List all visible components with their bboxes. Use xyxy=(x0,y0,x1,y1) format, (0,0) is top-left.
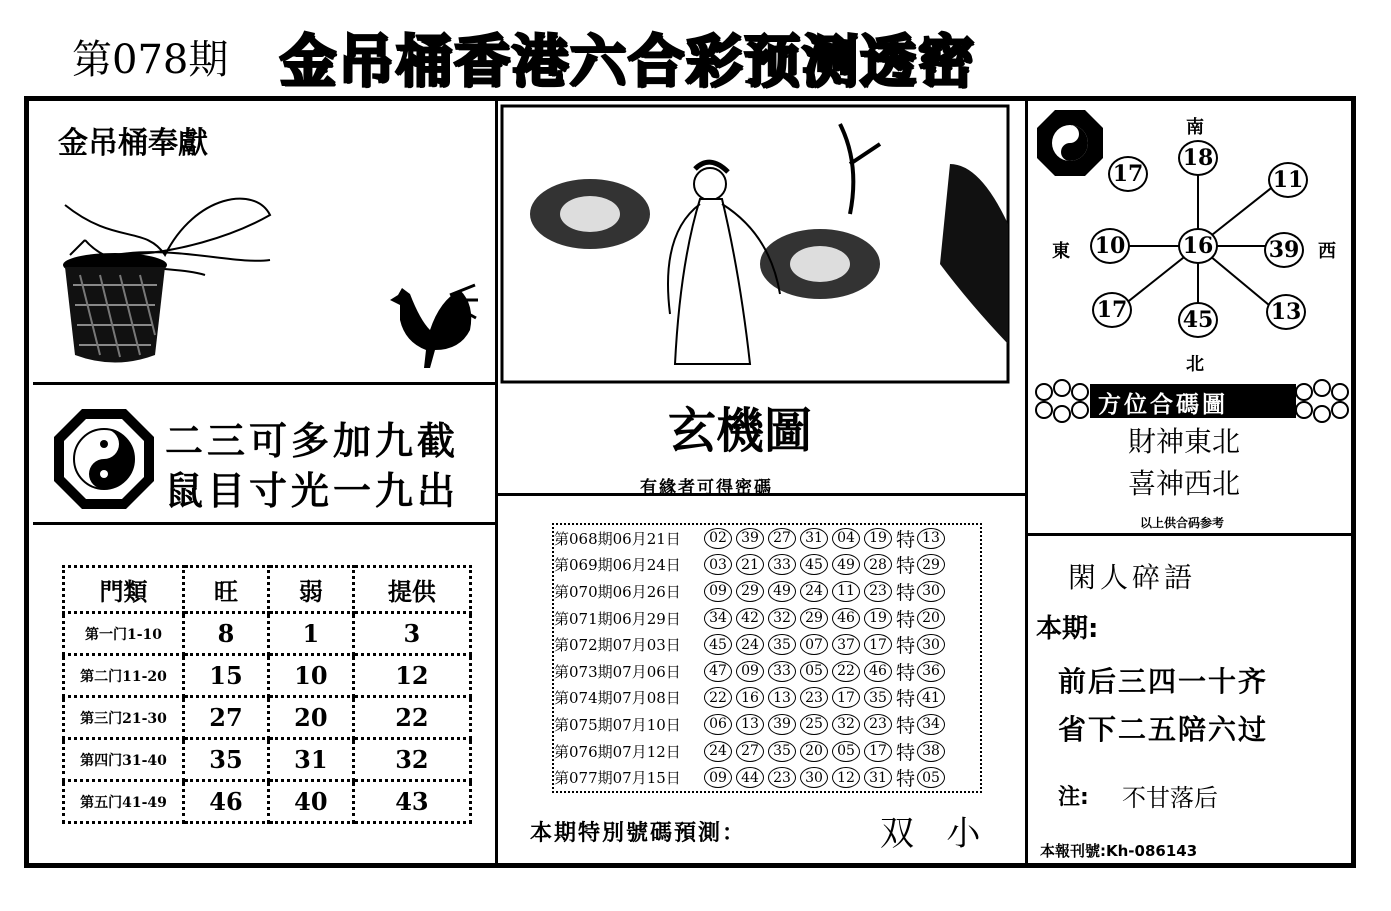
history-ball: 35 xyxy=(768,634,796,655)
history-ball: 39 xyxy=(768,714,796,735)
compass-num-e: 39 xyxy=(1264,232,1304,268)
history-ball: 11 xyxy=(832,581,860,602)
cell: 12 xyxy=(353,655,470,697)
gossip-line-2: 省下二五陪六过 xyxy=(1058,713,1269,746)
special-mark: 特 xyxy=(896,608,916,631)
table-row xyxy=(64,655,471,697)
divider xyxy=(1027,533,1352,536)
history-special-ball: 30 xyxy=(917,581,945,602)
history-date: 第072期07月03日 xyxy=(554,636,681,655)
history-list xyxy=(552,523,982,793)
history-ball: 27 xyxy=(736,741,764,762)
banner-title: 方位合碼圖 xyxy=(1098,392,1228,418)
cell: 40 xyxy=(268,781,353,823)
history-ball: 22 xyxy=(704,687,732,708)
history-ball: 13 xyxy=(768,687,796,708)
compass-num-w: 10 xyxy=(1090,228,1130,264)
col-header: 旺 xyxy=(184,567,269,613)
history-ball: 44 xyxy=(736,767,764,788)
history-ball: 24 xyxy=(704,741,732,762)
bucket-illustration xyxy=(55,185,285,375)
history-ball: 35 xyxy=(768,741,796,762)
special-mark: 特 xyxy=(896,635,916,658)
history-special-ball: 20 xyxy=(917,608,945,629)
compass-num-ne: 11 xyxy=(1268,162,1308,198)
history-date: 第075期07月10日 xyxy=(554,715,681,734)
row-label: 第一门1-10 xyxy=(64,613,184,655)
predict-label: 本期特別號碼預測： xyxy=(530,821,747,846)
special-mark: 特 xyxy=(896,528,916,551)
history-ball: 23 xyxy=(800,687,828,708)
history-special-ball: 41 xyxy=(917,687,945,708)
poem-line-1: 二三可多加九截 xyxy=(165,418,460,463)
history-row xyxy=(554,764,980,791)
dir-south: 南 xyxy=(1186,117,1204,138)
history-ball: 47 xyxy=(704,661,732,682)
bagua-small-icon xyxy=(1035,108,1105,178)
history-ball: 24 xyxy=(800,581,828,602)
xuanji-title: 玄機圖 xyxy=(668,403,813,459)
history-ball: 12 xyxy=(832,767,860,788)
cell: 32 xyxy=(353,739,470,781)
history-ball: 23 xyxy=(864,714,892,735)
history-ball: 27 xyxy=(768,528,796,549)
history-ball: 17 xyxy=(832,687,860,708)
history-ball: 21 xyxy=(736,554,764,575)
lady-flower-illustration xyxy=(500,104,1010,384)
special-mark: 特 xyxy=(896,581,916,604)
divider xyxy=(495,100,498,865)
history-ball: 32 xyxy=(768,608,796,629)
history-ball: 35 xyxy=(864,687,892,708)
cell: 46 xyxy=(184,781,269,823)
gossip-line-1: 前后三四一十齐 xyxy=(1058,665,1269,698)
history-special-ball: 36 xyxy=(917,661,945,682)
door-table xyxy=(62,565,472,824)
ref-note: 以上供合码参考 xyxy=(1140,516,1225,530)
history-row xyxy=(554,711,980,738)
history-row xyxy=(554,578,980,605)
row-label: 第五门41-49 xyxy=(64,781,184,823)
cell: 35 xyxy=(184,739,269,781)
gossip-title: 閑人碎語 xyxy=(1068,561,1197,594)
compass-num-center: 16 xyxy=(1178,228,1218,264)
cell: 31 xyxy=(268,739,353,781)
col-header: 弱 xyxy=(268,567,353,613)
history-date: 第077期07月15日 xyxy=(554,769,681,788)
issue-number: 第078期 xyxy=(72,37,229,83)
xuanji-caption: 有緣者可得密碼 xyxy=(640,478,773,498)
cell: 3 xyxy=(353,613,470,655)
history-ball: 17 xyxy=(864,741,892,762)
history-special-ball: 29 xyxy=(917,554,945,575)
history-ball: 17 xyxy=(864,634,892,655)
history-ball: 22 xyxy=(832,661,860,682)
history-ball: 33 xyxy=(768,661,796,682)
history-date: 第074期07月08日 xyxy=(554,689,681,708)
history-row xyxy=(554,631,980,658)
history-special-ball: 34 xyxy=(917,714,945,735)
compass-num-se: 13 xyxy=(1266,294,1306,330)
page-title: 金吊桶香港六合彩预测透密 xyxy=(280,30,976,95)
joy-god: 喜神西北 xyxy=(1128,467,1241,500)
history-special-ball: 30 xyxy=(917,634,945,655)
history-ball: 29 xyxy=(736,581,764,602)
col-header: 提供 xyxy=(353,567,470,613)
note-label: 注: xyxy=(1058,785,1089,810)
cell: 8 xyxy=(184,613,269,655)
history-row xyxy=(554,685,980,712)
registration-number: 本報刊號:Kh-086143 xyxy=(1040,842,1198,860)
history-ball: 28 xyxy=(864,554,892,575)
history-ball: 31 xyxy=(864,767,892,788)
history-ball: 37 xyxy=(832,634,860,655)
note-text: 不甘落后 xyxy=(1122,784,1218,812)
offer-title: 金吊桶奉獻 xyxy=(58,126,208,161)
bagua-icon xyxy=(52,407,156,511)
history-ball: 49 xyxy=(832,554,860,575)
compass-num-n: 18 xyxy=(1178,140,1218,176)
history-row xyxy=(554,552,980,579)
this-issue-label: 本期: xyxy=(1036,614,1099,644)
history-ball: 25 xyxy=(800,714,828,735)
compass-num-s: 45 xyxy=(1178,302,1218,338)
history-ball: 16 xyxy=(736,687,764,708)
history-ball: 46 xyxy=(832,608,860,629)
history-special-ball: 38 xyxy=(917,741,945,762)
history-ball: 31 xyxy=(800,528,828,549)
table-row xyxy=(64,697,471,739)
history-ball: 09 xyxy=(736,661,764,682)
special-mark: 特 xyxy=(896,768,916,791)
cell: 43 xyxy=(353,781,470,823)
special-mark: 特 xyxy=(896,714,916,737)
table-row xyxy=(64,613,471,655)
dir-north: 北 xyxy=(1186,354,1204,375)
predict-value: 双 小 xyxy=(880,814,981,854)
history-date: 第068期06月21日 xyxy=(554,529,681,548)
history-ball: 24 xyxy=(736,634,764,655)
divider xyxy=(33,522,495,525)
history-ball: 39 xyxy=(736,528,764,549)
special-mark: 特 xyxy=(896,661,916,684)
history-ball: 02 xyxy=(704,528,732,549)
history-row xyxy=(554,738,980,765)
history-row xyxy=(554,525,980,552)
history-ball: 06 xyxy=(704,714,732,735)
special-mark: 特 xyxy=(896,741,916,764)
history-ball: 13 xyxy=(736,714,764,735)
history-ball: 05 xyxy=(800,661,828,682)
history-ball: 03 xyxy=(704,554,732,575)
divider xyxy=(33,382,495,385)
history-date: 第070期06月26日 xyxy=(554,582,681,601)
history-ball: 46 xyxy=(864,661,892,682)
history-ball: 20 xyxy=(800,741,828,762)
history-ball: 19 xyxy=(864,528,892,549)
special-mark: 特 xyxy=(896,688,916,711)
poem-line-2: 鼠目寸光一九出 xyxy=(165,468,460,513)
history-ball: 32 xyxy=(832,714,860,735)
history-ball: 45 xyxy=(800,554,828,575)
row-label: 第四门31-40 xyxy=(64,739,184,781)
compass-num-nw: 17 xyxy=(1108,156,1148,192)
history-ball: 23 xyxy=(864,581,892,602)
history-special-ball: 05 xyxy=(917,767,945,788)
history-date: 第073期07月06日 xyxy=(554,662,681,681)
table-row xyxy=(64,739,471,781)
divider xyxy=(1025,100,1028,865)
history-ball: 42 xyxy=(736,608,764,629)
history-ball: 09 xyxy=(704,767,732,788)
history-ball: 05 xyxy=(832,741,860,762)
history-special-ball: 13 xyxy=(917,528,945,549)
history-ball: 49 xyxy=(768,581,796,602)
history-ball: 30 xyxy=(800,767,828,788)
dir-west: 西 xyxy=(1318,241,1336,262)
cell: 10 xyxy=(268,655,353,697)
cell: 22 xyxy=(353,697,470,739)
rooster-icon xyxy=(380,280,480,375)
table-row xyxy=(64,781,471,823)
history-ball: 04 xyxy=(832,528,860,549)
history-ball: 45 xyxy=(704,634,732,655)
col-header: 門類 xyxy=(64,567,184,613)
special-mark: 特 xyxy=(896,555,916,578)
row-label: 第二门11-20 xyxy=(64,655,184,697)
compass-num-sw: 17 xyxy=(1092,292,1132,328)
history-date: 第069期06月24日 xyxy=(554,556,681,575)
cell: 27 xyxy=(184,697,269,739)
table-header-row xyxy=(64,567,471,613)
history-row xyxy=(554,605,980,632)
wealth-god: 財神東北 xyxy=(1128,425,1241,458)
history-row xyxy=(554,658,980,685)
history-ball: 29 xyxy=(800,608,828,629)
history-ball: 19 xyxy=(864,608,892,629)
cell: 1 xyxy=(268,613,353,655)
history-date: 第071期06月29日 xyxy=(554,609,681,628)
cell: 20 xyxy=(268,697,353,739)
history-ball: 09 xyxy=(704,581,732,602)
cell: 15 xyxy=(184,655,269,697)
history-ball: 34 xyxy=(704,608,732,629)
history-ball: 33 xyxy=(768,554,796,575)
history-ball: 07 xyxy=(800,634,828,655)
history-ball: 23 xyxy=(768,767,796,788)
row-label: 第三门21-30 xyxy=(64,697,184,739)
dir-east: 東 xyxy=(1052,241,1070,262)
history-date: 第076期07月12日 xyxy=(554,742,681,761)
